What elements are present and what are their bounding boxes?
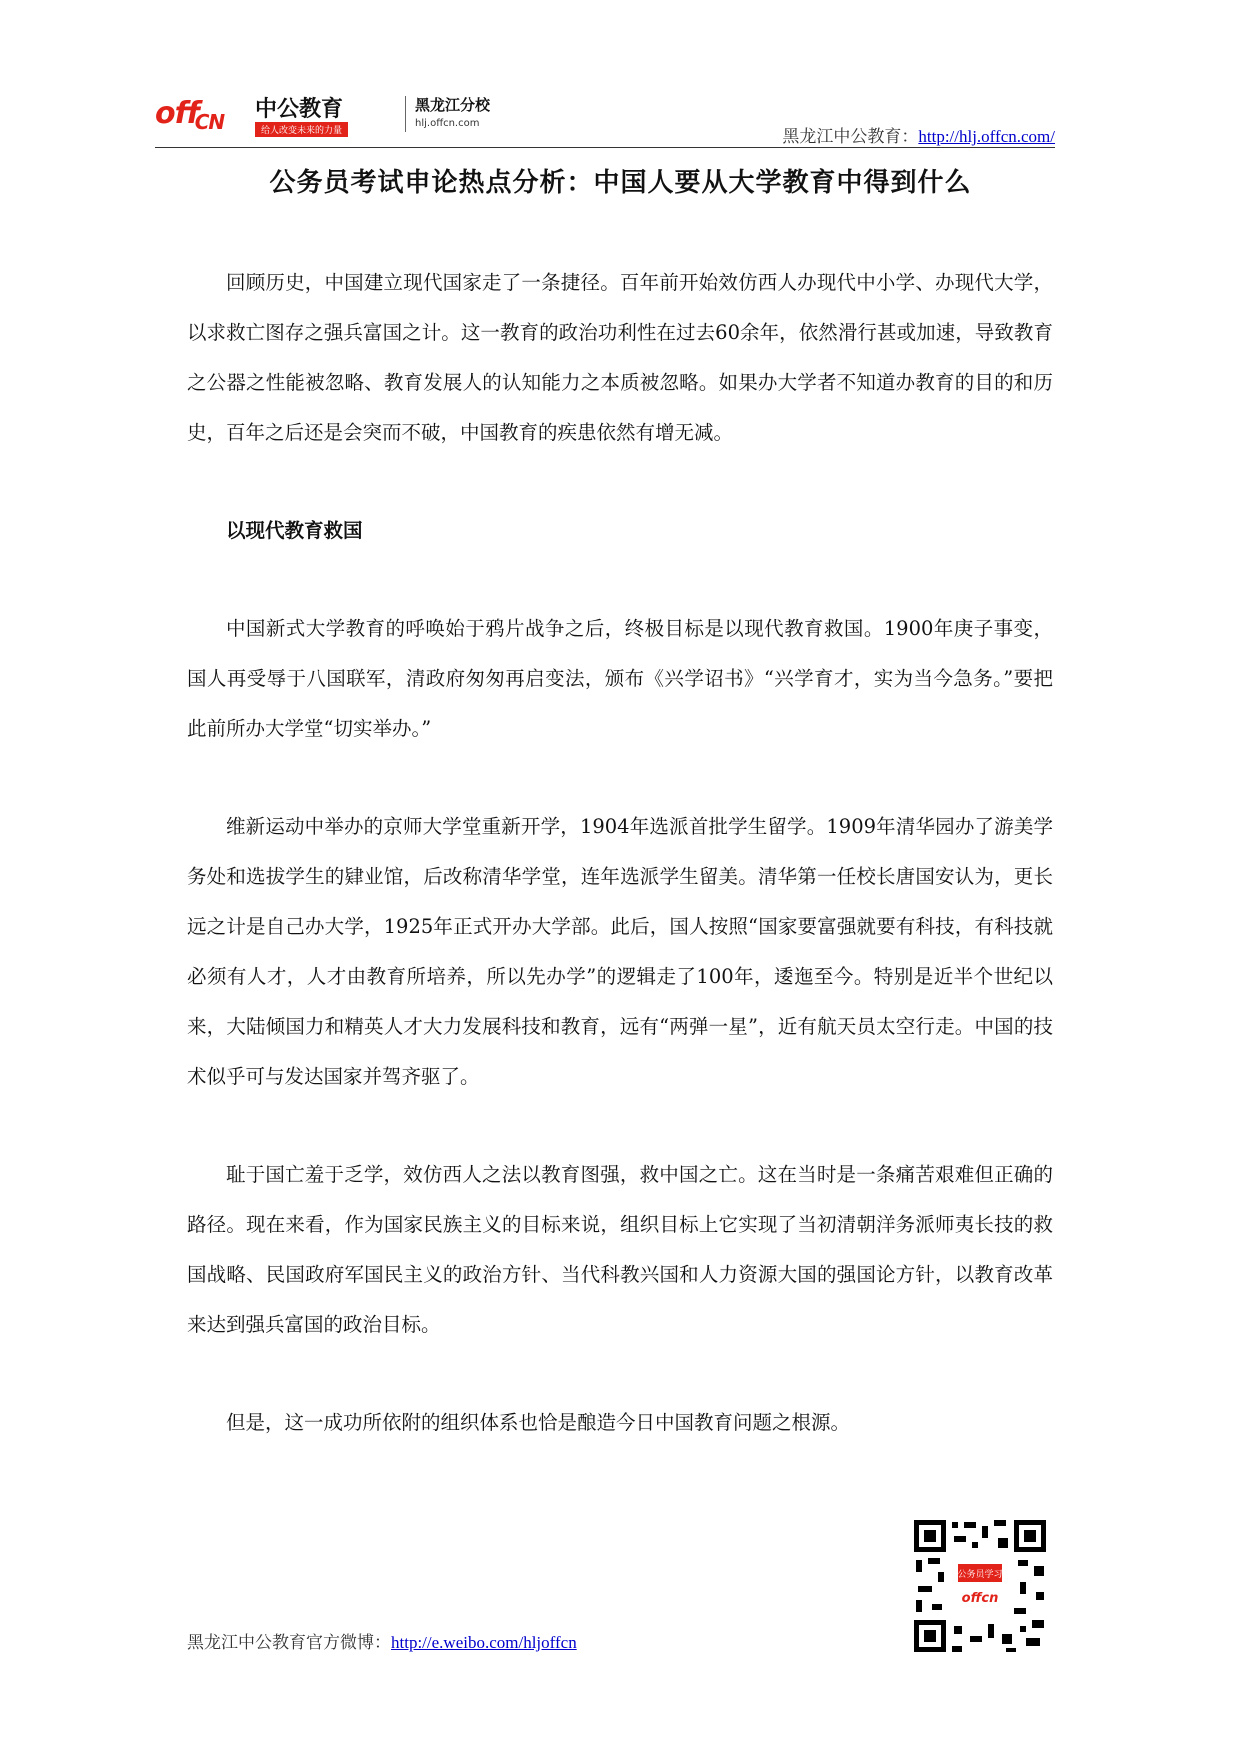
branch-site: hlj.offcn.com [415,118,480,129]
logo-slogan: 给人改变未来的力量 [255,122,348,137]
header-url-label: 黑龙江中公教育： [782,127,919,146]
paragraph-3: 维新运动中举办的京师大学堂重新开学，1904年选派首批学生留学。1909年清华园办了游美学务处和选拔学生的肄业馆，后改称清华学堂，连年选派学生留美。清华第一任校长唐国安认为，更长远之计是自己办大学，1925年正式开办大学部。此后，国人按照“国家要富强就要有科技，有科技就必须有人才，人才由教育所培养，所以先办学”的逻辑走了100年，逶迤至今。特别是近半个世纪以来，大陆倾国力和精英人才大力发展科技和教育，远有“两弹一星”，近有航天员太空行走。中国的技术似乎可与发达国家并驾齐驱了。 [187,815,1053,1088]
header-divider [155,147,1055,148]
header-url-link[interactable]: http://hlj.offcn.com/ [918,127,1055,146]
logo-divider [405,96,406,132]
section-heading: 以现代教育救国 [226,519,363,542]
paragraph-4: 耻于国亡羞于乏学，效仿西人之法以教育图强，救中国之亡。这在当时是一条痛苦艰难但正确的路径。现在来看，作为国家民族主义的目标来说，组织目标上它实现了当初清朝洋务派师夷长技的救国战略、民国政府军国民主义的政治方针、当代科教兴国和人力资源大国的强国论方针，以教育改革来达到强兵富国的政治目标。 [187,1163,1053,1336]
paragraph-5: 但是，这一成功所依附的组织体系也恰是酿造今日中国教育问题之根源。 [226,1411,851,1434]
branch-name: 黑龙江分校 [415,96,491,114]
offcn-logo[interactable] [155,92,575,144]
article-body [187,258,1053,1496]
svg-text:offcn: offcn [961,1591,999,1606]
page-footer [187,1628,577,1653]
paragraph-2: 中国新式大学教育的呼唤始于鸦片战争之后，终极目标是以现代教育救国。1900年庚子事变，国人再受辱于八国联军，清政府匆匆再启变法，颁布《兴学诏书》“兴学育才，实为当今急务。”要把此前所办大学堂“切实举办。” [187,617,1053,740]
footer-weibo-link[interactable]: http://e.weibo.com/hljoffcn [391,1633,577,1652]
logo-mark: off$_{CN}$ [155,96,225,134]
page-header [155,78,1055,150]
header-website [782,122,1055,147]
svg-text:公务员学习: 公务员学习 [957,1570,1003,1580]
paragraph-1: 回顾历史，中国建立现代国家走了一条捷径。百年前开始效仿西人办现代中小学、办现代大学，以求救亡图存之强兵富国之计。这一教育的政治功利性在过去60余年，依然滑行甚或加速，导致教育之公器之性能被忽略、教育发展人的认知能力之本质被忽略。如果办大学者不知道办教育的目的和历史，百年之后还是会突而不破，中国教育的疾患依然有增无减。 [187,271,1053,444]
footer-label: 黑龙江中公教育官方微博： [187,1633,391,1652]
qr-code-icon[interactable] [910,1516,1050,1656]
page-title: 公务员考试申论热点分析：中国人要从大学教育中得到什么 [269,168,972,198]
logo-name: 中公教育 [255,97,344,122]
